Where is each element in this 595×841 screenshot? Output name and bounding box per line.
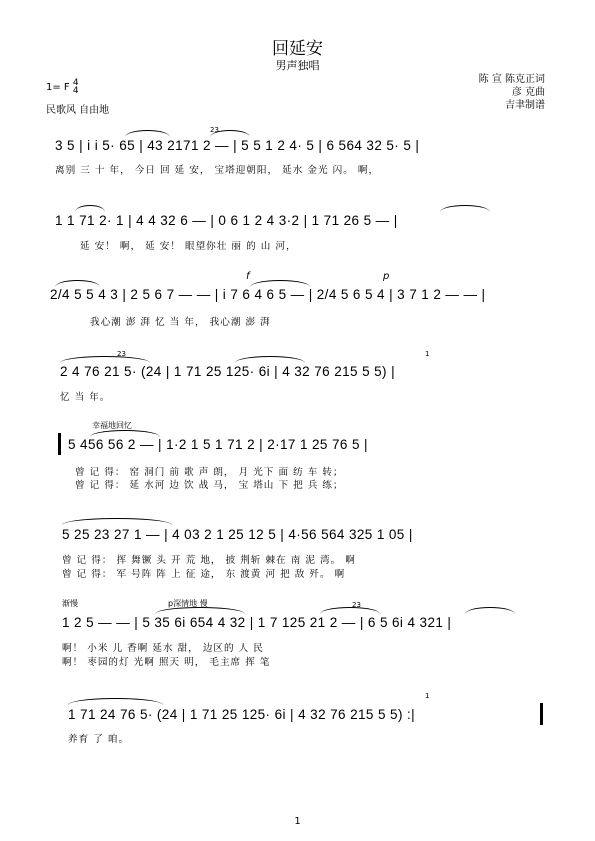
slur	[235, 356, 305, 363]
lyrics-system-7-verse-1: 啊！ 小米 儿 香啊 延水 甜， 边区的 人 民	[62, 643, 264, 654]
repeat-end-barline	[540, 703, 543, 725]
time-signature: 4 4	[72, 78, 79, 96]
tuplet-number: 1	[425, 350, 430, 358]
slur	[465, 607, 515, 614]
repeat-start-barline	[58, 433, 61, 455]
tuplet-number: 23	[210, 126, 219, 134]
expression-marking: 幸福地回忆	[92, 421, 132, 430]
notation-system-6: 5 25 23 27 1 — | 4 03 2 1 25 12 5 | 4·56 564 325 1 05 |	[62, 527, 413, 542]
tuplet-number: 1	[425, 692, 430, 700]
page-number: 1	[294, 816, 301, 827]
slur	[60, 356, 150, 363]
expression-marking: p深情地 慢	[168, 599, 208, 608]
lyricist-credit: 陈 宣 陈克正词	[478, 74, 545, 85]
slur	[68, 698, 163, 705]
slur	[62, 518, 172, 525]
transcriber-credit: 吉聿制谱	[505, 100, 545, 111]
slur	[125, 130, 170, 137]
key-signature	[46, 79, 79, 95]
slur	[90, 430, 160, 437]
dynamic-piano: p	[383, 271, 390, 282]
tempo-marking: 渐慢	[62, 599, 78, 608]
credits	[479, 73, 545, 112]
style-marking: 民歌风 自由地	[46, 105, 110, 116]
lyrics-system-6-verse-1: 曾 记 得： 挥 舞镢 头 开 荒 地， 披 荆斩 棘在 南 泥 湾。 啊	[62, 555, 356, 566]
slur	[440, 205, 490, 212]
composer-credit: 彦 克曲	[511, 87, 545, 98]
lyrics-system-3: 我心潮 澎 湃 忆 当 年， 我心潮 澎 湃	[90, 317, 271, 328]
lyrics-system-5-verse-2: 曾 记 得： 延 水河 边 饮 战 马， 宝 塔山 下 把 兵 练；	[75, 480, 344, 491]
tuplet-number: 23	[117, 350, 126, 358]
lyrics-system-7-verse-2: 啊！ 枣园的灯 光啊 照天 明， 毛主席 挥 笔	[62, 657, 271, 668]
tuplet-number: 23	[352, 601, 361, 609]
notation-system-1: 3 5 | i i 5· 65 | 43 2171 2 — | 5 5 1 2 4· 5 | 6 564 32 5· 5 |	[55, 138, 420, 153]
notation-system-7: 1 2 5 — — | 5 35 6i 654 4 32 | 1 7 125 21 2 — | 6 5 6i 4 321 |	[62, 615, 452, 630]
song-title: 回延安	[272, 39, 323, 59]
lyrics-system-8: 养育 了 咱。	[68, 734, 130, 745]
lyrics-system-2: 延 安！ 啊， 延 安！ 眼望你壮 丽 的 山 河，	[80, 241, 297, 252]
slur	[250, 280, 310, 287]
notation-system-8: 1 71 24 76 5· (24 | 1 71 25 125· 6i | 4 32 76 215 5 5) :|	[68, 707, 416, 722]
slur	[320, 607, 380, 614]
notation-system-3: 2/4 5 5 4 3 | 2 5 6 7 — — | i 7 6 4 6 5 — | 2/4 5 6 5 4 | 3 7 1 2 — — |	[50, 287, 486, 302]
notation-system-2: 1 1 71 2· 1 | 4 4 32 6 — | 0 6 1 2 4 3·2 | 1 71 26 5 — |	[55, 213, 398, 228]
dynamic-forte: f	[246, 271, 250, 282]
notation-system-4: 2 4 76 21 5· (24 | 1 71 25 125· 6i | 4 32 76 215 5 5) |	[60, 364, 395, 379]
lyrics-system-5-verse-1: 曾 记 得： 窑 洞门 前 歌 声 朗， 月 光下 面 纺 车 转；	[75, 467, 344, 478]
lyrics-system-4: 忆 当 年。	[60, 392, 111, 403]
slur	[75, 205, 105, 212]
notation-system-5: 5 456 56 2 — | 1·2 1 5 1 71 2 | 2·17 1 25 76 5 |	[68, 437, 368, 452]
lyrics-system-1: 离别 三 十 年， 今日 回 延 安， 宝塔迎朝阳， 延水 金光 闪。 啊，	[55, 165, 380, 176]
slur	[55, 280, 100, 287]
key-label: 1= F	[46, 82, 70, 93]
song-subtitle: 男声独唱	[275, 59, 320, 72]
lyrics-system-6-verse-2: 曾 记 得： 军 号阵 阵 上 征 途， 东 渡黄 河 把 敌 歼。 啊	[62, 569, 346, 580]
slur	[155, 607, 245, 614]
